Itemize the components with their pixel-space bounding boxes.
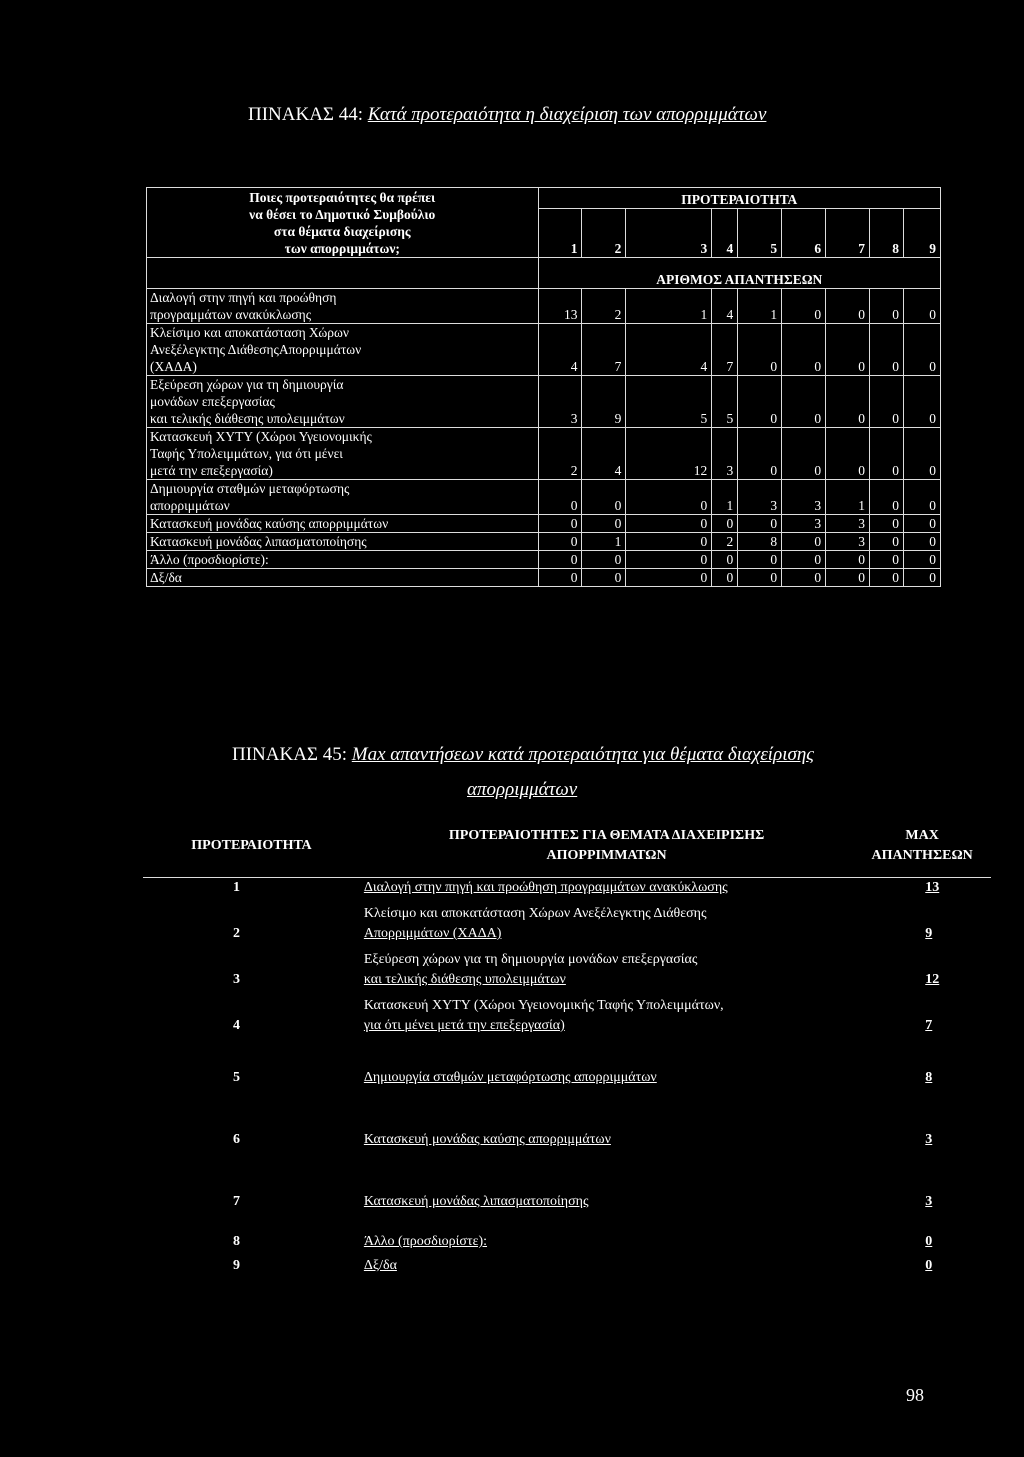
description-line: Εξεύρεση χώρων για τη δημιουργία μονάδων επεξεργασίας (363, 952, 698, 967)
row-label (147, 289, 539, 324)
value-cell: 1 (582, 533, 626, 551)
max-cell: 8 (925, 1070, 933, 1085)
value-cell: 0 (626, 569, 712, 587)
table44-label: ΠΙΝΑΚΑΣ 44: (248, 104, 364, 125)
value-cell: 0 (826, 569, 870, 587)
row-label-line: μονάδων επεξεργασίας (150, 394, 275, 409)
max-header-line: ΑΠΑΝΤΗΣΕΩΝ (871, 848, 973, 863)
value-cell: 0 (870, 289, 904, 324)
value-cell: 0 (712, 515, 738, 533)
value-cell: 0 (782, 376, 826, 428)
max-cell: 9 (925, 926, 933, 941)
value-cell: 0 (782, 533, 826, 551)
value-cell: 0 (903, 569, 940, 587)
value-cell: 0 (870, 324, 904, 376)
max-cell: 13 (925, 880, 940, 895)
row-label-line: Κατασκευή μονάδας λιπασματοποίησης (150, 534, 367, 549)
description-line: Κατασκευή μονάδας λιπασματοποίησης (363, 1194, 589, 1209)
priority-column-header: ΠΡΟΤΕΡΑΙΟΤΗΤΑ (143, 815, 360, 878)
table-row (147, 324, 941, 376)
value-cell: 0 (903, 533, 940, 551)
priority-number: 7 (826, 209, 870, 258)
priority-cell: 4 (233, 1018, 240, 1033)
priority-responses-table (146, 187, 941, 587)
value-cell: 8 (738, 533, 782, 551)
value-cell: 3 (826, 515, 870, 533)
value-cell: 0 (538, 551, 582, 569)
priority-header: ΠΡΟΤΕΡΑΙΟΤΗΤΑ (538, 188, 941, 209)
value-cell: 1 (826, 480, 870, 515)
row-label-line: απορριμμάτων (150, 498, 230, 513)
value-cell: 13 (538, 289, 582, 324)
value-cell: 0 (626, 480, 712, 515)
max-column-header (853, 815, 991, 878)
value-cell: 0 (826, 324, 870, 376)
table-row (143, 878, 991, 899)
value-cell: 5 (712, 376, 738, 428)
table-row (143, 944, 991, 990)
value-cell: 0 (903, 428, 940, 480)
value-cell: 0 (782, 324, 826, 376)
table44-subtitle: Κατά προτεραιότητα η διαχείριση των απορριμμάτων (367, 104, 767, 125)
priority-cell: 5 (233, 1070, 240, 1085)
table45-title (232, 744, 814, 766)
max-cell: 0 (925, 1258, 933, 1273)
max-header-line: MAX (905, 828, 939, 843)
description-cell (360, 1212, 853, 1252)
table-row (143, 898, 991, 944)
value-cell: 4 (538, 324, 582, 376)
description-cell (360, 1252, 853, 1276)
value-cell: 1 (738, 289, 782, 324)
topics-header-line: ΠΡΟΤΕΡΑΙΟΤΗΤΕΣ ΓΙΑ ΘΕΜΑΤΑ ΔΙΑΧΕΙΡΙΣΗΣ (448, 828, 765, 843)
question-line: των απορριμμάτων; (284, 241, 400, 256)
value-cell: 0 (870, 551, 904, 569)
priority-number: 8 (870, 209, 904, 258)
value-cell: 0 (826, 428, 870, 480)
row-label (147, 428, 539, 480)
value-cell: 1 (712, 480, 738, 515)
value-cell: 0 (782, 289, 826, 324)
row-label-line: και τελικής διάθεσης υπολειμμάτων (150, 411, 345, 426)
description-cell (360, 898, 853, 944)
table44-title (248, 104, 766, 126)
priority-cell: 7 (233, 1194, 240, 1209)
table-row (143, 1036, 991, 1088)
description-line: Κλείσιμο και αποκατάσταση Χώρων Ανεξέλεγκτης Διάθεσης (363, 906, 707, 921)
question-line: Ποιες προτεραιότητες θα πρέπει (249, 190, 436, 205)
value-cell: 0 (738, 428, 782, 480)
value-cell: 0 (738, 324, 782, 376)
table-row (147, 428, 941, 480)
description-line: Δημιουργία σταθμών μεταφόρτωσης απορριμμάτων (363, 1070, 657, 1085)
count-header: ΑΡΙΘΜΟΣ ΑΠΑΝΤΗΣΕΩΝ (538, 258, 941, 289)
priority-number: 1 (538, 209, 582, 258)
description-line: για ότι μένει μετά την επεξεργασία) (363, 1018, 565, 1033)
value-cell: 0 (903, 289, 940, 324)
row-label-line: Ταφής Υπολειμμάτων, για ότι μένει (150, 446, 343, 461)
value-cell: 0 (782, 428, 826, 480)
value-cell: 5 (626, 376, 712, 428)
value-cell: 0 (738, 376, 782, 428)
value-cell: 0 (826, 289, 870, 324)
question-cell (147, 188, 539, 258)
value-cell: 4 (626, 324, 712, 376)
description-cell (360, 1088, 853, 1150)
blank-cell (147, 258, 539, 289)
table45-title-line2 (467, 779, 577, 801)
value-cell: 3 (826, 533, 870, 551)
table-row (143, 1212, 991, 1252)
table-row (147, 376, 941, 428)
value-cell: 0 (870, 376, 904, 428)
value-cell: 2 (538, 428, 582, 480)
description-cell (360, 944, 853, 990)
table45-label: ΠΙΝΑΚΑΣ 45: (232, 744, 348, 765)
description-cell (360, 990, 853, 1036)
max-cell: 7 (925, 1018, 933, 1033)
table-row (147, 569, 941, 587)
value-cell: 0 (870, 428, 904, 480)
value-cell: 0 (538, 569, 582, 587)
row-label-line: Άλλο (προσδιορίστε): (150, 552, 269, 567)
table45-subtitle-line2: απορριμμάτων (467, 779, 578, 800)
description-line: και τελικής διάθεσης υπολειμμάτων (363, 972, 566, 987)
value-cell: 4 (582, 428, 626, 480)
value-cell: 7 (582, 324, 626, 376)
value-cell: 0 (738, 515, 782, 533)
priority-cell: 6 (233, 1132, 240, 1147)
priority-cell: 2 (233, 926, 240, 941)
value-cell: 3 (738, 480, 782, 515)
table-row (143, 1150, 991, 1212)
value-cell: 0 (582, 480, 626, 515)
value-cell: 0 (582, 569, 626, 587)
row-label (147, 551, 539, 569)
max-cell: 0 (925, 1234, 933, 1249)
row-label (147, 376, 539, 428)
row-label (147, 533, 539, 551)
max-cell: 3 (925, 1132, 933, 1147)
value-cell: 3 (538, 376, 582, 428)
value-cell: 0 (782, 551, 826, 569)
table-row (143, 990, 991, 1036)
value-cell: 0 (582, 551, 626, 569)
row-label-line: προγραμμάτων ανακύκλωσης (150, 307, 312, 322)
table45-header-row (143, 815, 991, 878)
value-cell: 0 (626, 551, 712, 569)
value-cell: 3 (782, 480, 826, 515)
value-cell: 0 (626, 515, 712, 533)
table44-body (147, 188, 941, 587)
table-row (143, 1088, 991, 1150)
value-cell: 0 (738, 551, 782, 569)
page-number: 98 (906, 1385, 924, 1405)
value-cell: 0 (538, 480, 582, 515)
priority-cell: 3 (233, 972, 240, 987)
value-cell: 2 (712, 533, 738, 551)
value-cell: 0 (782, 569, 826, 587)
value-cell: 0 (870, 533, 904, 551)
description-cell (360, 1150, 853, 1212)
value-cell: 9 (582, 376, 626, 428)
priority-number: 6 (782, 209, 826, 258)
row-label-line: Κατασκευή ΧΥΤΥ (Χώροι Υγειονομικής (150, 429, 372, 444)
priority-cell: 9 (233, 1258, 240, 1273)
value-cell: 0 (738, 569, 782, 587)
value-cell: 0 (870, 569, 904, 587)
value-cell: 7 (712, 324, 738, 376)
value-cell: 0 (903, 515, 940, 533)
value-cell: 0 (903, 551, 940, 569)
row-label-line: Ανεξέλεγκτης ΔιάθεσηςΑπορριμμάτων (150, 342, 362, 357)
value-cell: 1 (626, 289, 712, 324)
priority-cell: 8 (233, 1234, 240, 1249)
row-label-line: Δξ/δα (150, 570, 182, 585)
priority-number: 9 (903, 209, 940, 258)
description-line: Κατασκευή μονάδας καύσης απορριμμάτων (363, 1132, 611, 1147)
row-label-line: (ΧΑΔΑ) (150, 359, 197, 374)
row-label-line: Δημιουργία σταθμών μεταφόρτωσης (150, 481, 350, 496)
row-label (147, 515, 539, 533)
table-row (147, 289, 941, 324)
table-row (143, 1252, 991, 1276)
table45-body (143, 815, 991, 1276)
table-row (147, 480, 941, 515)
max-cell: 3 (925, 1194, 933, 1209)
row-label-line: Κατασκευή μονάδας καύσης απορριμμάτων (150, 516, 389, 531)
table-row (147, 515, 941, 533)
value-cell: 0 (538, 515, 582, 533)
row-label (147, 324, 539, 376)
question-line: να θέσει το Δημοτικό Συμβούλιο (249, 207, 436, 222)
value-cell: 0 (826, 551, 870, 569)
description-line: Διαλογή στην πηγή και προώθηση προγραμμάτων ανακύκλωσης (363, 880, 728, 895)
description-cell (360, 1036, 853, 1088)
value-cell: 0 (712, 551, 738, 569)
description-cell (360, 878, 853, 899)
value-cell: 0 (903, 324, 940, 376)
table44-header-row (147, 188, 941, 209)
topics-column-header (360, 815, 853, 878)
value-cell: 3 (712, 428, 738, 480)
question-line: στα θέματα διαχείρισης (273, 224, 411, 239)
value-cell: 0 (826, 376, 870, 428)
count-header-row (147, 258, 941, 289)
topics-header-line: ΑΠΟΡΡΙΜΜΑΤΩΝ (546, 848, 667, 863)
description-line: Απορριμμάτων (ΧΑΔΑ) (363, 926, 502, 941)
priority-cell: 1 (233, 880, 240, 895)
priority-number: 3 (626, 209, 712, 258)
description-line: Άλλο (προσδιορίστε): (363, 1234, 488, 1249)
value-cell: 3 (782, 515, 826, 533)
value-cell: 4 (712, 289, 738, 324)
value-cell: 0 (712, 569, 738, 587)
max-cell: 12 (925, 972, 940, 987)
priority-number: 2 (582, 209, 626, 258)
value-cell: 0 (903, 376, 940, 428)
value-cell: 0 (870, 480, 904, 515)
row-label-line: μετά την επεξεργασία) (150, 463, 273, 478)
value-cell: 0 (903, 480, 940, 515)
description-line: Δξ/δα (363, 1258, 397, 1273)
value-cell: 0 (582, 515, 626, 533)
row-label-line: Διαλογή στην πηγή και προώθηση (150, 290, 337, 305)
table-row (147, 551, 941, 569)
row-label-line: Κλείσιμο και αποκατάσταση Χώρων (150, 325, 349, 340)
value-cell: 0 (626, 533, 712, 551)
description-line: Κατασκευή ΧΥΤΥ (Χώροι Υγειονομικής Ταφής Υπολειμμάτων, (363, 998, 724, 1013)
value-cell: 0 (870, 515, 904, 533)
value-cell: 12 (626, 428, 712, 480)
priority-number: 5 (738, 209, 782, 258)
table-row (147, 533, 941, 551)
row-label (147, 569, 539, 587)
row-label (147, 480, 539, 515)
value-cell: 2 (582, 289, 626, 324)
row-label-line: Εξεύρεση χώρων για τη δημιουργία (150, 377, 344, 392)
table45-subtitle-line1: Max απαντήσεων κατά προτεραιότητα για θέματα διαχείρισης (351, 744, 814, 765)
value-cell: 0 (538, 533, 582, 551)
max-responses-table (143, 815, 991, 1276)
priority-number: 4 (712, 209, 738, 258)
